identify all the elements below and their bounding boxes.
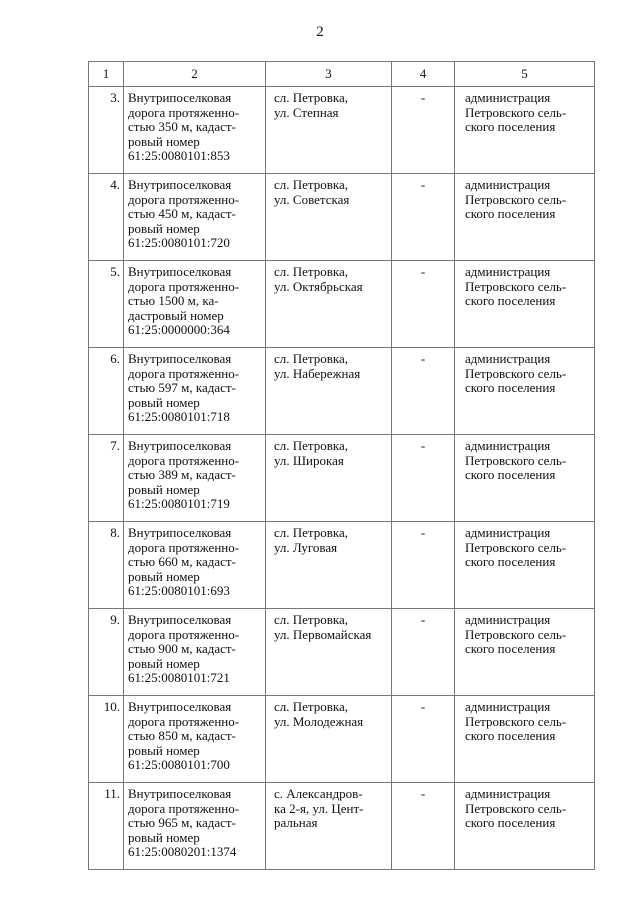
road-owner-cell (455, 174, 595, 261)
column-4-value-cell (392, 435, 455, 522)
road-owner-cell (455, 348, 595, 435)
row-number: 9. (110, 612, 120, 627)
column-4-value: - (420, 699, 426, 714)
column-header-5: 5 (455, 62, 595, 87)
table-row (89, 609, 595, 696)
table-body (89, 87, 595, 870)
row-number-cell (89, 522, 124, 609)
road-owner-cell (455, 609, 595, 696)
table-row (89, 435, 595, 522)
road-description-cell (124, 783, 266, 870)
road-address: сл. Петровка, ул. Луговая (274, 525, 349, 555)
column-4-value: - (420, 351, 426, 366)
road-owner: администрация Петровского сель- ского поселения (465, 438, 567, 483)
column-4-value: - (420, 525, 426, 540)
road-description-cell (124, 522, 266, 609)
road-owner: администрация Петровского сель- ского поселения (465, 264, 567, 309)
row-number-cell (89, 87, 124, 174)
road-owner-cell (455, 522, 595, 609)
column-4-value: - (420, 177, 426, 192)
road-description: Внутрипоселковая дорога протяженно- стью 660 м, кадаст- ровый номер 61:25:0080101:693 (128, 525, 240, 599)
road-address-cell (266, 261, 392, 348)
row-number-cell (89, 783, 124, 870)
road-owner-cell (455, 435, 595, 522)
road-description: Внутрипоселковая дорога протяженно- стью 1500 м, ка- дастровый номер 61:25:0000000:364 (128, 264, 240, 338)
page-number: 2 (316, 24, 324, 40)
road-owner-cell (455, 696, 595, 783)
road-address-cell (266, 348, 392, 435)
table-header-row (89, 62, 595, 87)
column-4-value-cell (392, 609, 455, 696)
row-number: 8. (110, 525, 120, 540)
road-description: Внутрипоселковая дорога протяженно- стью 900 м, кадаст- ровый номер 61:25:0080101:721 (128, 612, 240, 686)
road-description: Внутрипоселковая дорога протяженно- стью 450 м, кадаст- ровый номер 61:25:0080101:720 (128, 177, 240, 251)
road-address: сл. Петровка, ул. Октябрьская (274, 264, 363, 294)
road-owner: администрация Петровского сель- ского поселения (465, 351, 567, 396)
road-description-cell (124, 261, 266, 348)
column-4-value: - (420, 612, 426, 627)
column-4-value: - (420, 264, 426, 279)
column-header-4: 4 (392, 62, 455, 87)
column-4-value: - (420, 438, 426, 453)
road-owner-cell (455, 87, 595, 174)
table-row (89, 174, 595, 261)
row-number: 6. (110, 351, 120, 366)
row-number-cell (89, 174, 124, 261)
road-owner: администрация Петровского сель- ского поселения (465, 177, 567, 222)
road-address-cell (266, 609, 392, 696)
row-number: 4. (110, 177, 120, 192)
column-4-value-cell (392, 174, 455, 261)
table-row (89, 87, 595, 174)
road-description: Внутрипоселковая дорога протяженно- стью 850 м, кадаст- ровый номер 61:25:0080101:700 (128, 699, 240, 773)
column-4-value-cell (392, 696, 455, 783)
road-address: сл. Петровка, ул. Широкая (274, 438, 349, 468)
road-description: Внутрипоселковая дорога протяженно- стью 389 м, кадаст- ровый номер 61:25:0080101:719 (128, 438, 240, 512)
row-number-cell (89, 696, 124, 783)
row-number: 10. (103, 699, 120, 714)
column-header-2: 2 (124, 62, 266, 87)
road-address: сл. Петровка, ул. Молодежная (274, 699, 364, 729)
table-row (89, 783, 595, 870)
roads-table (88, 61, 595, 870)
road-address-cell (266, 696, 392, 783)
table-row (89, 261, 595, 348)
road-address-cell (266, 522, 392, 609)
table-row (89, 522, 595, 609)
road-address: с. Александров- ка 2-я, ул. Цент- ральная (274, 786, 364, 831)
row-number-cell (89, 435, 124, 522)
column-4-value: - (420, 90, 426, 105)
row-number: 5. (110, 264, 120, 279)
column-4-value-cell (392, 87, 455, 174)
road-owner-cell (455, 261, 595, 348)
row-number-cell (89, 261, 124, 348)
column-4-value-cell (392, 348, 455, 435)
road-address-cell (266, 174, 392, 261)
road-address: сл. Петровка, ул. Степная (274, 90, 349, 120)
table-row (89, 696, 595, 783)
road-owner: администрация Петровского сель- ского поселения (465, 786, 567, 831)
row-number: 7. (110, 438, 120, 453)
column-4-value: - (420, 786, 426, 801)
road-address: сл. Петровка, ул. Набережная (274, 351, 361, 381)
road-owner: администрация Петровского сель- ского поселения (465, 699, 567, 744)
road-owner: администрация Петровского сель- ского поселения (465, 525, 567, 570)
road-address-cell (266, 435, 392, 522)
road-description: Внутрипоселковая дорога протяженно- стью 350 м, кадаст- ровый номер 61:25:0080101:853 (128, 90, 240, 164)
road-description-cell (124, 609, 266, 696)
road-owner-cell (455, 783, 595, 870)
road-description-cell (124, 348, 266, 435)
row-number: 11. (104, 786, 120, 801)
road-description-cell (124, 696, 266, 783)
column-header-1: 1 (89, 62, 124, 87)
road-owner: администрация Петровского сель- ского поселения (465, 90, 567, 135)
column-4-value-cell (392, 783, 455, 870)
road-description: Внутрипоселковая дорога протяженно- стью 597 м, кадаст- ровый номер 61:25:0080101:718 (128, 351, 240, 425)
road-description-cell (124, 435, 266, 522)
row-number-cell (89, 609, 124, 696)
column-4-value-cell (392, 522, 455, 609)
road-description-cell (124, 174, 266, 261)
column-4-value-cell (392, 261, 455, 348)
column-header-3: 3 (266, 62, 392, 87)
table-row (89, 348, 595, 435)
road-description: Внутрипоселковая дорога протяженно- стью 965 м, кадаст- ровый номер 61:25:0080201:1374 (128, 786, 240, 860)
road-address: сл. Петровка, ул. Первомайская (274, 612, 372, 642)
road-address-cell (266, 783, 392, 870)
road-address: сл. Петровка, ул. Советская (274, 177, 350, 207)
road-address-cell (266, 87, 392, 174)
road-description-cell (124, 87, 266, 174)
row-number: 3. (110, 90, 120, 105)
row-number-cell (89, 348, 124, 435)
road-owner: администрация Петровского сель- ского поселения (465, 612, 567, 657)
